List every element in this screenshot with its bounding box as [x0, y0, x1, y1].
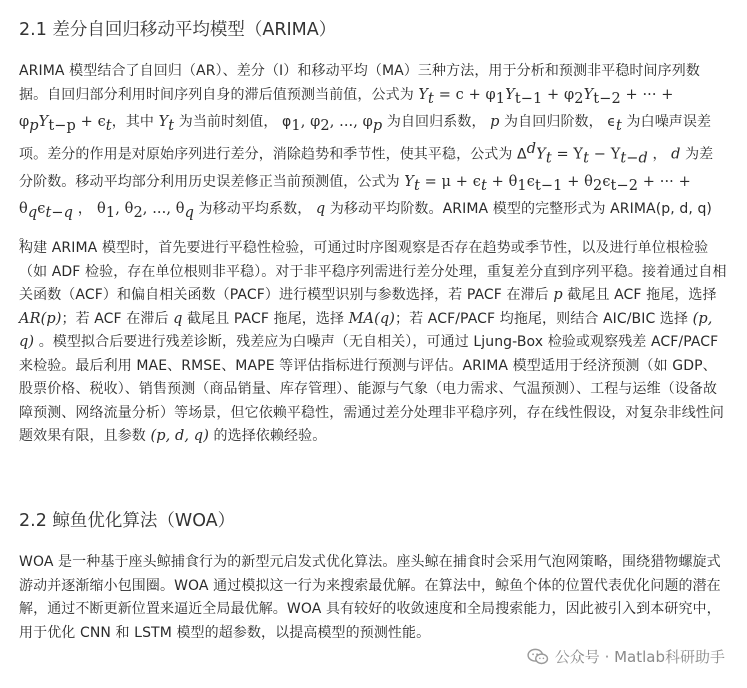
section-title-woa: 2.2 鲸鱼优化算法（WOA） [19, 511, 236, 531]
watermark-text: 公众号 · Matlab科研助手 [554, 648, 725, 666]
section-title-arima: 2.1 差分自回归移动平均模型（ARIMA） [19, 20, 337, 40]
watermark [527, 646, 725, 667]
paragraph-woa-intro: WOA 是一种基于座头鲸捕食行为的新型元启发式优化算法。座头鲸在捕食时会采用气泡网策略，围绕猎物螺旋式游动并逐渐缩小包围圈。WOA 通过模拟这一行为来搜索最优解。在算法中，鲸鱼个体的位置代表优化问题的潜在解，通过不断更新位置来逼近全局最优解。WOA 具有较好的收敛速度和全局搜索能力，因此被引入到本研究中，用于优化 CNN 和 LSTM 模型的超参数，以提高模型的预测性能。 [19, 554, 721, 641]
paragraph-arima-procedure: 构建 ARIMA 模型时，首先要进行平稳性检验，可通过时序图观察是否存在趋势或季节性，以及进行单位根检验（如 ADF 检验，存在单位根则非平稳）。对于非平稳序列需进行差分处理，重复差分直到序列平稳。接着通过自相关函数（ACF）和偏自相关函数（PACF）进行模型识别与参数选择，若 PACF 在滞后 p 截尾且 ACF 拖尾，选择 AR(p)；若 ACF 在滞后 q 截尾且 PACF 拖尾，选择 MA(q)；若 ACF/PACF 均拖尾，则结合 AIC/BIC 选择 (p, q) 。模型拟合后要进行残差诊断，残差应为白噪声（无自相关），可通过 Ljung-Box 检验或观察残差 ACF/PACF 来检验。最后利用 MAE、RMSE、MAPE 等评估指标进行预测与评估。ARIMA 模型适用于经济预测（如 GDP、股票价格、税收）、销售预测（商品销量、库存管理）、能源与气象（电力需求、气温预测）、工程与运维（设备故障预测、网络流量分析）等场景，但它依赖平稳性，需通过差分处理非平稳序列，存在线性假设，对复杂非线性问题效果有限，且参数 (p, d, q) 的选择依赖经验。 [19, 240, 727, 444]
wechat-icon [527, 648, 549, 666]
paragraph-arima-intro: ARIMA 模型结合了自回归（AR）、差分（I）和移动平均（MA）三种方法，用于分析和预测非平稳时间序列数据。自回归部分利用时间序列自身的滞后值预测当前值，公式为 $Y_t = c + \varphi_1Y_{t-1} + \varphi_2Y_{t-2}$ + ··· + $\varphi_pY_{t-p} + \epsilon_t$，其中 $Y_t$ 为当前时刻值， $\varphi_1$, $\varphi_2$, ..., $\varphi_p$ 为自回归系数， p 为自回归阶数， $\epsilon_t$ 为白噪声误差项。差分的作用是对原始序列进行差分，消除趋势和季节性，使其平稳，公式为 $\Delta^dY_t = Y_t - Y_{t-d}$ ， d 为差分阶数。移动平均部分利用历史误差修正当前预测值，公式为 $Y_t = \mu + \epsilon_t + \theta_1\epsilon_{t-1} + \theta_2\epsilon_{t-2}$ + ··· + $\theta_q\epsilon_{t-q}$ ， $\theta_1$, $\theta_2$, ..., $\theta_q$ 为移动平均系数， q 为移动平均阶数。ARIMA 模型的完整形式为 ARIMA(p, d, q) 。 [19, 63, 714, 245]
